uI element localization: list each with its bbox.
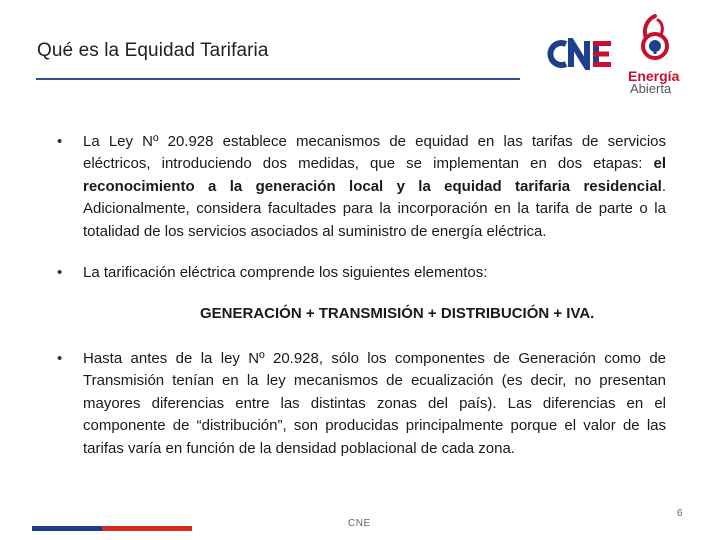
page-number: 6 — [677, 508, 683, 519]
flag-blue-segment — [32, 526, 102, 531]
paragraph-bold-text: el reconocimiento a la generación local y la equidad tarifaria residencial — [83, 155, 666, 195]
flag-color-bar — [32, 526, 192, 531]
paragraph-ley-equidad — [83, 131, 666, 243]
paragraph-text: La Ley Nº 20.928 establece mecanismos de equidad en las tarifas de servicios eléctricos, introduciendo dos medidas, que se implementan en dos etapas: — [83, 133, 666, 173]
tariff-formula: GENERACIÓN + TRANSMISIÓN + DISTRIBUCIÓN + IVA. — [200, 305, 595, 322]
paragraph-hasta-antes: Hasta antes de la ley Nº 20.928, sólo los componentes de Generación como de Transmisión tenían en la ley mecanismos de ecualización (es decir, no presentan mayores diferencias entre las distintas zonas del país). Las diferencias en el componente de “distribución”, son producidas principalmente porque el valor de las tarifas varía en función de la densidad poblacional de cada zona. — [83, 350, 666, 457]
footer-label: CNE — [348, 518, 371, 529]
bullet-marker: • — [57, 264, 63, 281]
energia-label: Energía — [628, 68, 680, 84]
flag-red-segment — [102, 526, 192, 531]
slide-title: Qué es la Equidad Tarifaria — [37, 40, 269, 61]
paragraph-text: . Adicionalmente, considera facultades para la incorporación en la tarifa de parte o la totalidad de los servicios asociados al suministro de energía eléctrica. — [83, 177, 666, 240]
lock-flame-icon — [638, 14, 672, 67]
title-underline — [36, 78, 520, 80]
abierta-label: Abierta — [630, 81, 672, 96]
paragraph-tarificacion: La tarificación eléctrica comprende los siguientes elementos: — [83, 264, 488, 281]
bullet-marker: • — [57, 350, 63, 367]
bullet-marker: • — [57, 133, 63, 150]
cne-logo — [545, 38, 615, 70]
